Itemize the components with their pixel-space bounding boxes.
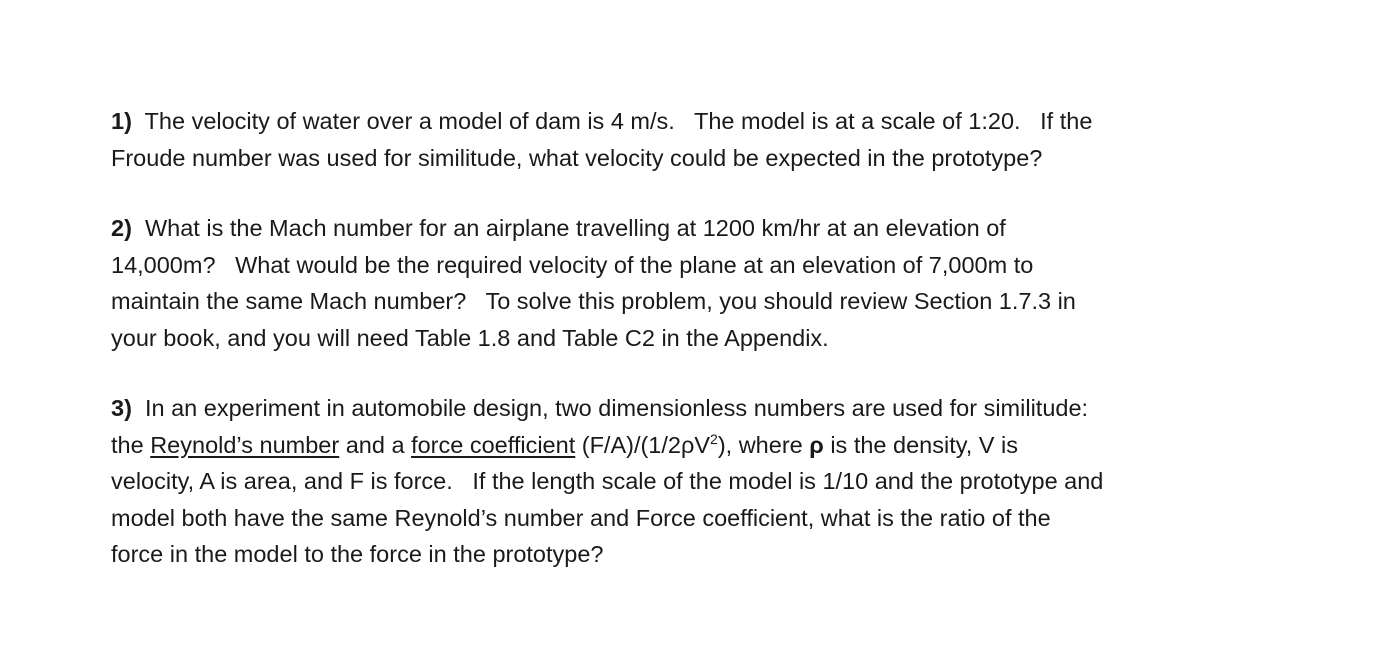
problem-2-line-1 <box>111 210 1311 247</box>
problem-3-line-3: velocity, A is area, and F is force. If the length scale of the model is 1/10 and the prototype and <box>111 468 1104 494</box>
problem-3-line-2-mid: and a <box>339 431 412 458</box>
problem-2-line-2: 14,000m? What would be the required velocity of the plane at an elevation of 7,000m to <box>111 251 1034 278</box>
problem-2-text-1: What is the Mach number for an airplane travelling at 1200 km/hr at an elevation of <box>144 215 1006 241</box>
force-coefficient-term: force coefficient <box>411 431 576 458</box>
problem-1-line-1 <box>111 103 1311 140</box>
problem-1-number: 1) <box>111 108 132 134</box>
formula-post: ), where <box>717 431 810 458</box>
problem-3-line-5: force in the model to the force in the prototype? <box>111 541 604 567</box>
problem-1-text-1: The velocity of water over a model of dam is 4 m/s. The model is at a scale of 1:20. If the <box>144 108 1093 134</box>
problem-3-text-1: In an experiment in automobile design, two dimensionless numbers are used for similitude: <box>144 395 1089 421</box>
problem-1-line-2: Froude number was used for similitude, what velocity could be expected in the prototype? <box>111 144 1043 171</box>
document-page <box>111 103 1311 573</box>
problem-2-line-4: your book, and you will need Table 1.8 and Table C2 in the Appendix. <box>111 324 829 351</box>
problem-3-line-1 <box>111 390 1311 427</box>
problem-3-line-2-pre: the <box>111 431 151 458</box>
reynolds-number-term: Reynold’s number <box>150 431 340 458</box>
problem-2-line-3: maintain the same Mach number? To solve this problem, you should review Section 1.7.3 in <box>111 288 1076 314</box>
problem-3-number: 3) <box>111 395 132 421</box>
problem-3-line-2-post: is the density, V is <box>823 431 1018 458</box>
problem-3-line-4: model both have the same Reynold’s number and Force coefficient, what is the ratio of the <box>111 504 1051 531</box>
problem-1 <box>111 103 1311 176</box>
problem-3-line-2 <box>111 427 1311 464</box>
formula-superscript: 2 <box>710 430 718 447</box>
problem-2 <box>111 210 1311 356</box>
problem-3 <box>111 390 1311 573</box>
rho-symbol: ρ <box>809 431 824 458</box>
problem-2-number: 2) <box>111 215 132 241</box>
formula-pre: (F/A)/(1/2ρV <box>575 431 711 458</box>
